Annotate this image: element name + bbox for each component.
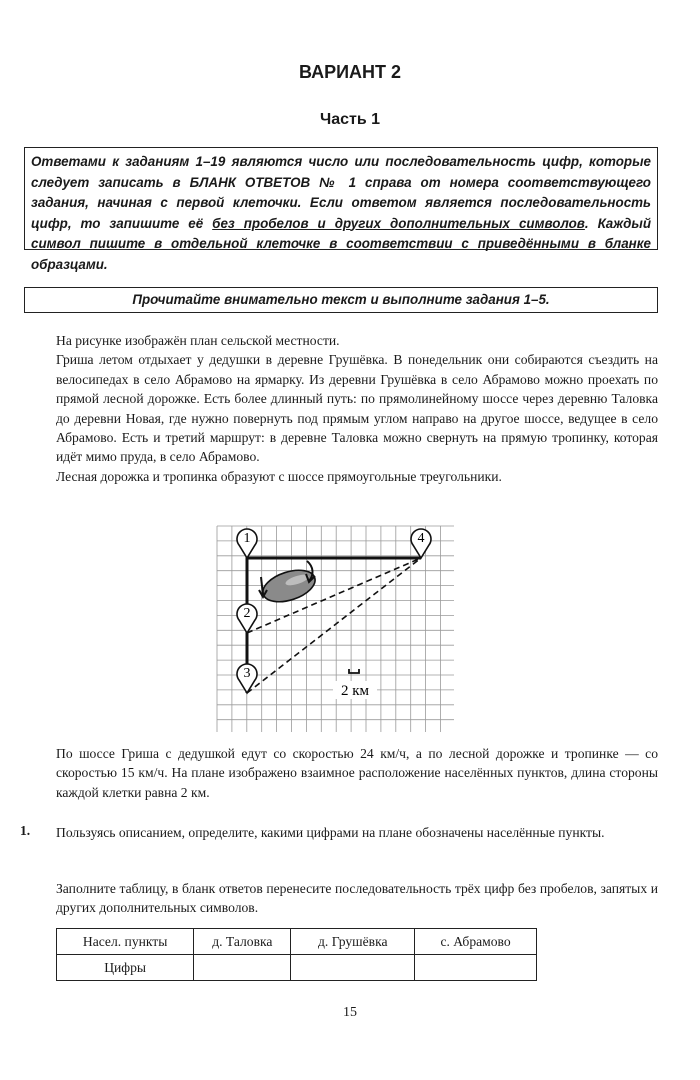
question-text: Пользуясь описанием, определите, какими цифрами на плане обозначены населённые пункты.: [56, 825, 605, 840]
answer-instructions-box: [24, 147, 658, 272]
map-marker-2: [237, 604, 257, 633]
map-scale: [333, 669, 377, 699]
answer-table: [56, 928, 537, 981]
intro-paragraph: Лесная дорожка и тропинка образуют с шоссе прямоугольные треугольники.: [56, 468, 502, 484]
table-header-cell: Насел. пункты: [57, 929, 194, 955]
variant-title: ВАРИАНТ 2: [298, 62, 402, 82]
table-header-cell: с. Абрамово: [415, 929, 537, 955]
answer-cell[interactable]: [194, 955, 291, 981]
table-row: [57, 955, 537, 981]
intro-paragraph: На рисунке изображён план сельской местности.: [56, 333, 340, 348]
question-number: 1.: [20, 823, 31, 838]
marker-label: 1: [243, 531, 251, 546]
fill-instruction: Заполните таблицу, в бланк ответов перенесите последовательность трёх цифр без пробелов, запятых и других дополнительных символов.: [56, 881, 658, 916]
map-marker-4: [411, 529, 431, 558]
village-map: [214, 523, 454, 732]
speed-paragraph: По шоссе Гриша с дедушкой едут со скоростью 24 км/ч, а по лесной дорожке и тропинке — со скоростью 15 км/ч. На плане изображено взаимное расположение населённых пунктов, длина стороны каждой клетки равна 2 км.: [56, 746, 658, 800]
map-marker-3: [237, 664, 257, 693]
part-title: Часть 1: [319, 111, 381, 128]
intro-paragraph: Гриша летом отдыхает у дедушки в деревне Грушёвка. В понедельник они собираются съездить на велосипедах в село Абрамово на ярмарку. Из деревни Грушёвка в село Абрамово можно проехать по прямой лесной дорожке. Есть более длинный путь: по прямолинейному шоссе через деревню Таловка до деревни Новая, где нужно повернуть под прямым углом направо на другое шоссе, ведущее в село Абрамово. Есть и третий маршрут: в деревне Таловка можно свернуть на прямую тропинку, которая идёт мимо пруда, в село Абрамово.: [56, 352, 658, 465]
intro-text: [56, 331, 658, 486]
instructions-text-2: . Каждый символ пишите в отдельной клеточке в соответствии с приведёнными в бланке образцами.: [31, 215, 651, 272]
reading-banner: Прочитайте внимательно текст и выполните задания 1–5.: [24, 287, 658, 313]
instructions-text-1: Ответами к заданиям 1–19 являются число или последовательность цифр, которые следует записать в БЛАНК ОТВЕТОВ № 1 справа от номера соответствующего задания, начиная с первой клеточки. Если ответом является последовательность цифр, то запишите её: [31, 154, 651, 231]
table-header-cell: д. Грушёвка: [291, 929, 415, 955]
map-marker-1: [237, 529, 257, 558]
scale-label: 2 км: [340, 683, 370, 699]
answer-cell[interactable]: [415, 955, 537, 981]
table-row: [57, 929, 537, 955]
answer-cell[interactable]: [291, 955, 415, 981]
table-header-cell: д. Таловка: [194, 929, 291, 955]
instructions-underlined: без пробелов и других дополнительных символов: [212, 215, 585, 231]
page-number: 15: [343, 1005, 357, 1020]
table-row-label: Цифры: [57, 955, 194, 981]
marker-label: 4: [417, 531, 425, 546]
marker-label: 3: [243, 666, 251, 681]
marker-label: 2: [243, 606, 251, 621]
